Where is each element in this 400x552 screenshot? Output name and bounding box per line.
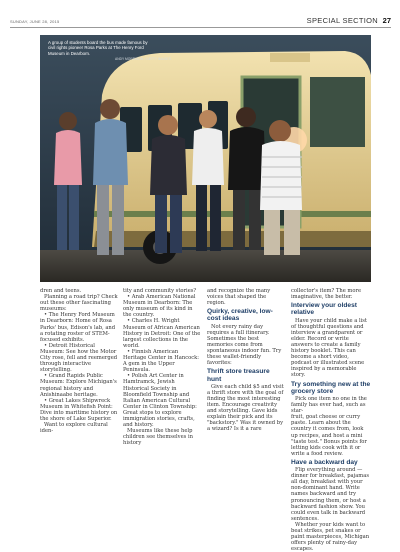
paragraph: Have your child make a list of thoughtful questions and interview a grandparent or elder. Record or write answers to create a family history booklet. This can become a short video, podcast or illustrated scene inspired by a memorable story. bbox=[291, 317, 368, 379]
photo-credit: ANDY MORRISON • GETTY IMAGES bbox=[115, 57, 171, 61]
paragraph: Planning a road trip? Check out these other fascinating museums: bbox=[40, 294, 118, 313]
paragraph: dren and teens. bbox=[40, 288, 82, 294]
bus-front-window bbox=[310, 77, 365, 147]
list-item: • Finnish American Heritage Center in Hancock: A gem in the Upper Peninsula. bbox=[123, 348, 200, 374]
subheading-grocery-store: Try something new at the grocery store bbox=[291, 380, 371, 395]
paragraph: Pick one item no one in the family has ever had, such as star- bbox=[291, 395, 367, 415]
page-number: 27 bbox=[382, 16, 391, 25]
subheading-thrift-store: Thrift store treasure hunt bbox=[207, 368, 270, 383]
photo-caption: A group of students board the bus made famous by civil rights pioneer Rosa Parks at The Henry Ford Museum in Dearborn. bbox=[48, 40, 148, 56]
folio-rule bbox=[10, 27, 391, 28]
list-item: • Arab American National Museum in Dearborn: The only museum of its kind in the country. bbox=[123, 294, 196, 319]
list-item: • Grand Rapids Public Museum: Explore Michigan's regional history and Anishinaabe heritage. bbox=[40, 373, 117, 398]
subheading-interview-relative: Interview your oldest relative bbox=[291, 302, 357, 317]
museum-floor bbox=[40, 250, 371, 282]
list-item: • Detroit Historical Museum: See how the Motor City rose, fell and reemerged through interactive storytelling. bbox=[40, 342, 118, 374]
paragraph: Flip everything around — dinner for breakfast, pajamas all day, breakfast with your non-dominant hand. Write names backward and try pronouncing them, or host a backward fashion show. You could even talk in backward sentences. bbox=[291, 467, 369, 522]
paragraph: tity and community stories? bbox=[123, 288, 197, 294]
list-item: • Charles H. Wright Museum of African American History in Detroit: One of the largest collections in the world. bbox=[123, 318, 201, 349]
list-item: • Great Lakes Shipwreck Museum in Whitefish Point: Dive into maritime history on the shore of Lake Superior. bbox=[40, 397, 118, 422]
folio-date: SUNDAY, JUNE 28, 2015 bbox=[10, 19, 60, 24]
paragraph: and recognize the many voices that shaped the region. bbox=[207, 288, 271, 307]
bus-lower-panel bbox=[94, 231, 371, 247]
paragraph: fruit, goat cheese or curry paste. Learn about the country it comes from, look up recipes, and host a mini "taste test." Bonus points for letting kids cook with it or write a food review. bbox=[291, 414, 367, 457]
paragraph: Not every rainy day requires a full itinerary. Sometimes the best memories come from spontaneous indoor fun. Try these wallet-friendly favorites: bbox=[207, 323, 282, 367]
bus-stripe bbox=[94, 211, 371, 217]
paragraph: Give each child $5 and visit a thrift store with the goal of finding the most interesting item. Encourage creativity and storytelling. Gave kids explain their pick and its "backstory." Was it owned by a wizard? Is it a rare bbox=[207, 383, 284, 433]
article-column-2 bbox=[123, 288, 201, 447]
list-item: • Polish Art Center in Hamtramck, Jewish Historical Society in Bloomfield Township and Italian American Cultural Center in Clinton Township: Great stops to explore immigration stories, crafts, and history. bbox=[123, 373, 197, 429]
paragraph: Whether your kids want to beat strikes, pet snakes or paint masterpieces, Michigan offers plenty of rainy-day escapes. bbox=[291, 521, 370, 552]
paragraph: Want to explore cultural iden- bbox=[40, 422, 108, 435]
section-name: SPECIAL SECTION bbox=[306, 16, 378, 25]
subheading-backward-day: Have a backward day bbox=[291, 458, 358, 466]
article-column-1 bbox=[40, 288, 118, 435]
article-column-4 bbox=[291, 288, 371, 552]
list-item: • The Henry Ford Museum in Dearborn: Home of Rosa Parks' bus, Edison's lab, and a rotating roster of STEM-focused exhibits. bbox=[40, 312, 116, 343]
museum-bus-photo bbox=[40, 35, 371, 282]
bus-sign bbox=[270, 53, 310, 62]
photo-illustration bbox=[40, 35, 371, 282]
article-column-3 bbox=[207, 288, 285, 433]
paragraph: Museums like these help children see themselves in history bbox=[123, 428, 193, 447]
paragraph: collector's item? The more imaginative, the better. bbox=[291, 288, 362, 301]
subheading-quirky-ideas: Quirky, creative, low-cost ideas bbox=[207, 308, 273, 323]
page-folio bbox=[0, 0, 400, 30]
